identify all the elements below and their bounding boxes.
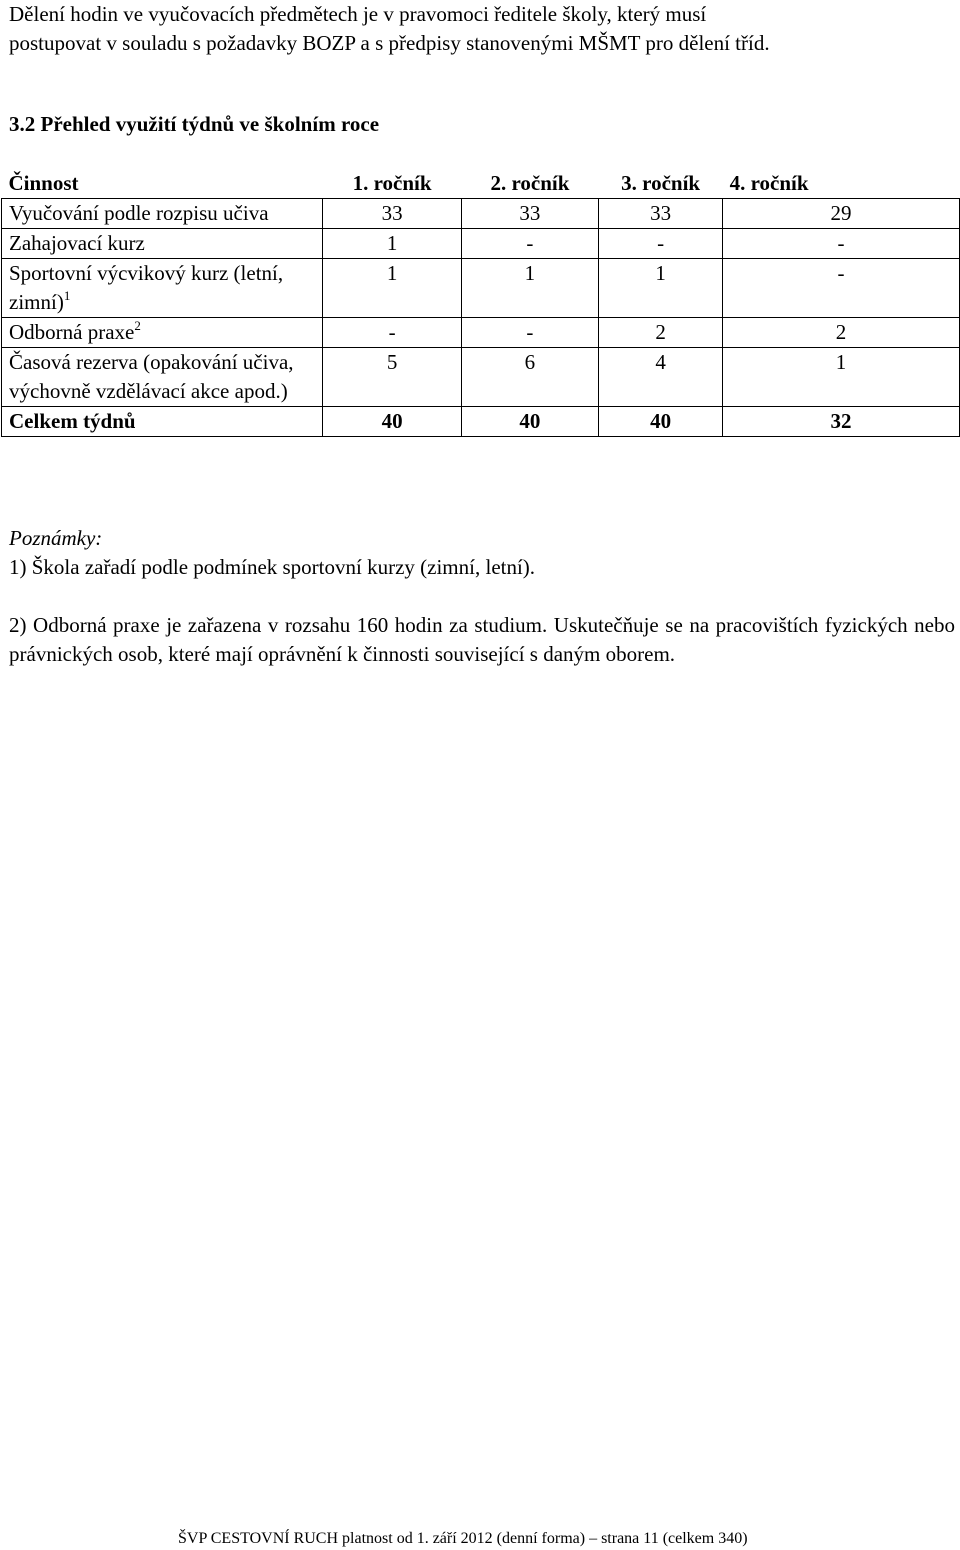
table-row bbox=[2, 259, 960, 318]
table-cell: 4 bbox=[599, 348, 723, 407]
table-cell: 1 bbox=[461, 259, 598, 318]
intro-line-1: Dělení hodin ve vyučovacích předmětech je v pravomoci ředitele školy, který musí bbox=[9, 2, 707, 26]
header-cell-year-4 bbox=[723, 169, 960, 199]
table-cell: - bbox=[723, 229, 960, 259]
row-label-text: Zahajovací kurz bbox=[9, 231, 145, 255]
total-cell: 40 bbox=[323, 407, 461, 437]
row-label bbox=[2, 348, 323, 407]
note-2: 2) Odborná praxe je zařazena v rozsahu 160 hodin za studium. Uskutečňuje se na pracovištích fyzických nebo právnických osob, které mají oprávnění k činnosti související s daným oborem. bbox=[9, 613, 955, 666]
section-title: 3.2 Přehled využití týdnů ve školním roce bbox=[9, 112, 380, 136]
table-row bbox=[2, 229, 960, 259]
table-cell: - bbox=[461, 318, 598, 348]
total-label: Celkem týdnů bbox=[2, 407, 323, 437]
total-cell: 32 bbox=[723, 407, 960, 437]
table-cell: 33 bbox=[599, 199, 723, 229]
table-row bbox=[2, 318, 960, 348]
row-label bbox=[2, 259, 323, 318]
total-cell: 40 bbox=[599, 407, 723, 437]
header-cell-year-3: 3. ročník bbox=[621, 171, 701, 195]
table-cell: 6 bbox=[461, 348, 598, 407]
table-cell: 2 bbox=[723, 318, 960, 348]
row-label-text: Časová rezerva (opakování učiva, výchovně vzdělávací akce apod.) bbox=[9, 350, 294, 403]
table-cell: 1 bbox=[323, 259, 461, 318]
table-cell: - bbox=[599, 229, 723, 259]
table-total-row bbox=[2, 407, 960, 437]
page-footer: ŠVP CESTOVNÍ RUCH platnost od 1. září 2012 (denní forma) – strana 11 (celkem 340) bbox=[178, 1530, 748, 1547]
row-label-text: Sportovní výcvikový kurz (letní, zimní) bbox=[9, 261, 284, 314]
notes-section bbox=[9, 524, 955, 669]
notes-title: Poznámky: bbox=[9, 526, 103, 550]
weeks-overview-table bbox=[1, 169, 960, 437]
footnote-marker: 2 bbox=[134, 318, 141, 333]
header-cell-year-1: 1. ročník bbox=[352, 171, 432, 195]
table-cell: 1 bbox=[723, 348, 960, 407]
row-label bbox=[2, 199, 323, 229]
header-cell-activity: Činnost bbox=[8, 171, 79, 195]
row-label-text: Vyučování podle rozpisu učiva bbox=[9, 201, 269, 225]
table-cell: 1 bbox=[599, 259, 723, 318]
table-cell: 29 bbox=[723, 199, 960, 229]
table-cell: - bbox=[323, 318, 461, 348]
table-cell: 5 bbox=[323, 348, 461, 407]
row-label bbox=[2, 229, 323, 259]
table-row bbox=[2, 348, 960, 407]
table-header-row bbox=[2, 169, 960, 199]
table-cell: - bbox=[461, 229, 598, 259]
header-year-4-label: 4. ročník bbox=[729, 171, 809, 195]
table-cell: - bbox=[723, 259, 960, 318]
table-cell: 1 bbox=[323, 229, 461, 259]
row-label bbox=[2, 318, 323, 348]
intro-paragraph bbox=[9, 0, 939, 58]
intro-line-2: postupovat v souladu s požadavky BOZP a s předpisy stanovenými MŠMT pro dělení tříd. bbox=[9, 31, 770, 55]
table-cell: 33 bbox=[461, 199, 598, 229]
table-cell: 2 bbox=[599, 318, 723, 348]
table-row bbox=[2, 199, 960, 229]
row-label-text: Odborná praxe bbox=[9, 320, 135, 344]
note-1: 1) Škola zařadí podle podmínek sportovní kurzy (zimní, letní). bbox=[9, 555, 536, 579]
footnote-marker: 1 bbox=[63, 288, 71, 303]
total-cell: 40 bbox=[461, 407, 598, 437]
table-cell: 33 bbox=[323, 199, 461, 229]
header-cell-year-2: 2. ročník bbox=[490, 171, 570, 195]
